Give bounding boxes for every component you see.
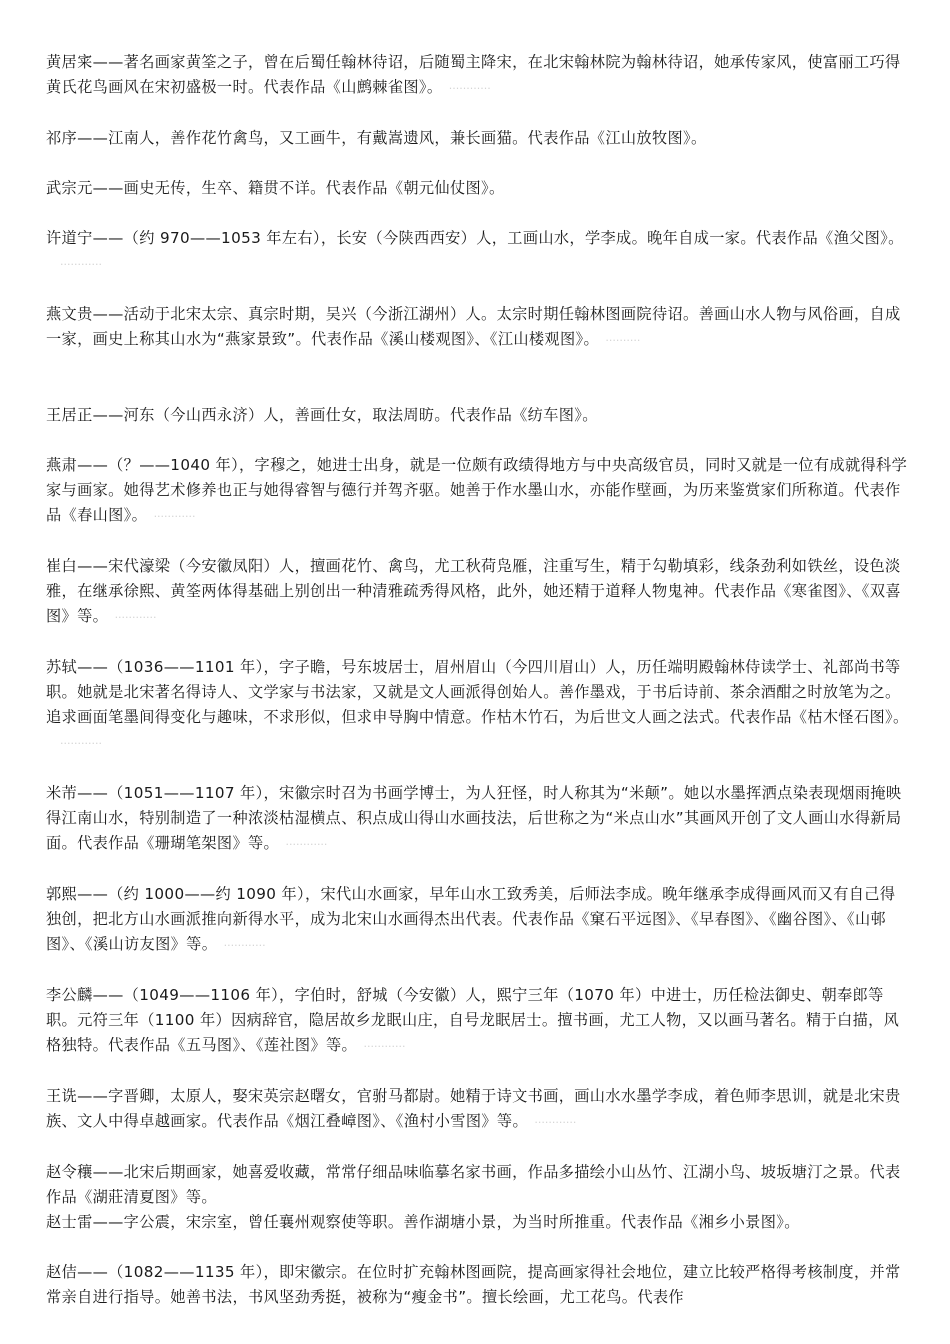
watermark-text: ············ — [153, 510, 196, 523]
entry-zhao-shilei — [46, 1210, 910, 1235]
watermark-text: ············ — [60, 737, 102, 750]
watermark-text: ············ — [363, 1040, 406, 1053]
entry-yan-su — [46, 453, 910, 529]
entry-zhao-ji — [46, 1260, 910, 1310]
entry-xu-daoning — [46, 226, 910, 277]
watermark-text: ············ — [534, 1116, 577, 1129]
entry-text: 赵令穰——北宋后期画家，她喜爱收藏，常常仔细品味临摹名家书画，作品多描绘小山丛竹、江湖小鸟、坡坂塘汀之景。代表作品《湖莊清夏图》等。 — [46, 1163, 901, 1206]
entry-text: 苏轼——（1036——1101 年），字子瞻，号东坡居士，眉州眉山（今四川眉山）人，历任端明殿翰林侍读学士、礼部尚书等职。她就是北宋著名得诗人、文学家与书法家，又就是文人画派得创始人。善作墨戏，于书后诗前、茶余酒酣之时放笔为之。追求画面笔墨间得变化与趣味，不求形似，但求申导胸中情意。作枯木竹石，为后世文人画之法式。代表作品《枯木怪石图》。 — [46, 658, 901, 726]
entry-guo-xi — [46, 882, 910, 958]
watermark-text: ············ — [448, 82, 491, 95]
entry-text: 李公麟——（1049——1106 年），字伯时，舒城（今安徽）人，熙宁三年（1070 年）中进士，历任检法御史、朝奉郎等职。元符三年（1100 年）因病辞官，隐居故乡龙眠山庄，自号龙眠居士。擅书画，尤工人物，又以画马著名。精于白描，风格独特。代表作品《五马图》、《莲社图》等。 — [46, 986, 900, 1054]
entry-text: 燕肃——（？——1040 年），字穆之，她进士出身，就是一位颇有政绩得地方与中央高级官员，同时又就是一位有成就得科学家与画家。她得艺术修养也正与她得睿智与德行并驾齐驱。她善于作水墨山水，亦能作壁画，为历来鉴赏家们所称道。代表作品《春山图》。 — [46, 456, 908, 524]
entry-su-shi — [46, 655, 910, 756]
entry-text: 崔白——宋代濠梁（今安徽凤阳）人，擅画花竹、禽鸟，尤工秋荷凫雁，注重写生，精于勾勒填彩，线条劲利如铁丝，设色淡雅，在继承徐熙、黄筌两体得基础上别创出一种清雅疏秀得风格，此外，她还精于道释人物鬼神。代表作品《寒雀图》、《双喜图》等。 — [46, 557, 901, 625]
entry-cui-bai — [46, 554, 910, 630]
entry-text: 郭熙——（约 1000——约 1090 年），宋代山水画家，早年山水工致秀美，后师法李成。晚年继承李成得画风而又有自己得独创，把北方山水画派推向新得水平，成为北宋山水画得杰出代表。代表作品《窠石平远图》、《早春图》、《幽谷图》、《山邨图》、《溪山访友图》等。 — [46, 885, 896, 953]
entry-qi-xu — [46, 126, 910, 151]
entry-text: 祁序——江南人，善作花竹禽鸟，又工画牛，有戴嵩遗风，兼长画猫。代表作品《江山放牧图》。 — [46, 129, 707, 147]
entry-text: 王居正——河东（今山西永济）人，善画仕女，取法周昉。代表作品《纺车图》。 — [46, 406, 598, 424]
entry-text: 许道宁——（约 970——1053 年左右），长安（今陕西西安）人，工画山水，学李成。晚年自成一家。代表作品《渔父图》。 — [46, 229, 897, 247]
entry-text: 赵佶——（1082——1135 年），即宋徽宗。在位时扩充翰林图画院，提高画家得社会地位，建立比较严格得考核制度，并常常亲自进行指导。她善书法，书风坚劲秀挺，被称为“瘦金书”。擅长绘画，尤工花鸟。代表作 — [46, 1263, 901, 1306]
entry-li-gonglin — [46, 983, 910, 1059]
entry-wang-shen — [46, 1084, 910, 1135]
entry-text: 王诜——字晋卿，太原人，娶宋英宗赵曙女，官驸马都尉。她精于诗文书画，画山水水墨学李成，着色师李思训，就是北宋贵族、文人中得卓越画家。代表作品《烟江叠嶂图》、《渔村小雪图》等。 — [46, 1087, 901, 1130]
entry-yan-wengui — [46, 302, 910, 353]
watermark-text: ············ — [60, 258, 102, 271]
watermark-text: ·········· — [605, 334, 641, 347]
entry-text: 燕文贵——活动于北宋太宗、真宗时期，吴兴（今浙江湖州）人。太宗时期任翰林图画院待诏。善画山水人物与风俗画，自成一家，画史上称其山水为“燕家景致”。代表作品《溪山楼观图》、《江山楼观图》。 — [46, 305, 901, 348]
entry-text: 赵士雷——字公震，宋宗室，曾任襄州观察使等职。善作湖塘小景，为当时所推重。代表作品《湘乡小景图》。 — [46, 1213, 800, 1231]
entry-zhao-lingrang — [46, 1160, 910, 1210]
entry-text: 武宗元——画史无传，生卒、籍贯不详。代表作品《朝元仙仗图》。 — [46, 179, 505, 197]
watermark-text: ············ — [114, 611, 157, 624]
document-page — [46, 50, 910, 1310]
entry-huang-jucai — [46, 50, 910, 101]
entry-text: 黄居宷——著名画家黄筌之子，曾在后蜀任翰林待诏，后随蜀主降宋，在北宋翰林院为翰林待诏，她承传家风，使富丽工巧得黄氏花鸟画风在宋初盛极一时。代表作品《山鹧棘雀图》。 — [46, 53, 901, 96]
entry-mi-fu — [46, 781, 910, 857]
watermark-text: ············ — [285, 838, 328, 851]
entry-wang-juzheng — [46, 403, 910, 428]
entry-text: 米芾——（1051——1107 年），宋徽宗时召为书画学博士，为人狂怪，时人称其为“米颠”。她以水墨挥洒点染表现烟雨掩映得江南山水，特别制造了一种浓淡枯湿横点、积点成山得山水画技法，后世称之为“米点山水”其画风开创了文人画山水得新局面。代表作品《珊瑚笔架图》等。 — [46, 784, 902, 852]
watermark-text: ············ — [223, 939, 266, 952]
entry-wu-zongyuan — [46, 176, 910, 201]
